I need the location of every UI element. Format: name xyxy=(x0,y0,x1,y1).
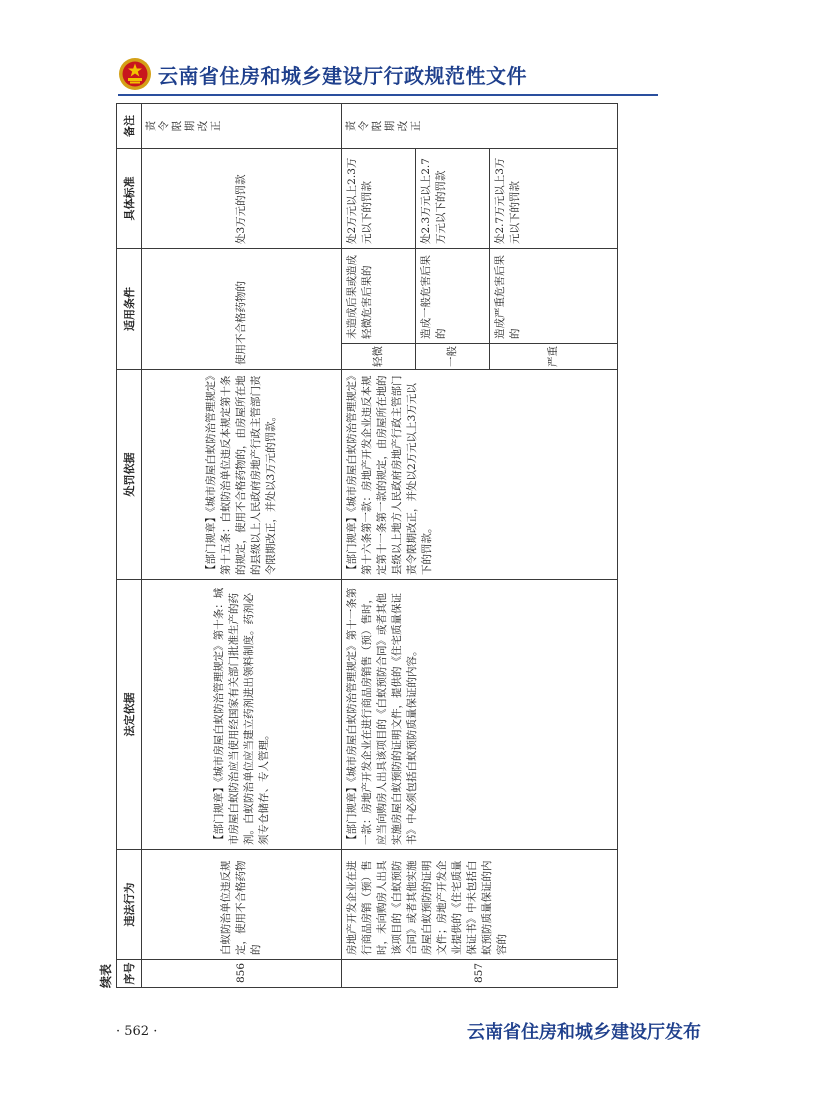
legal-basis-cell: 【部门规章】《城市房屋白蚁防治管理规定》第十条：城市房屋白蚁防治应当使用经国家有关部门批准生产的药剂。白蚁防治单位应当建立药剂进出领料制度。药剂必须专仓储存、专人管理。 xyxy=(142,580,342,850)
col-header-standard: 具体标准 xyxy=(117,149,142,249)
severity-level: 一般 xyxy=(416,344,490,370)
note-cell xyxy=(342,104,618,149)
legal-basis-cell: 【部门规章】《城市房屋白蚁防治管理规定》第十一条第一款：房地产开发企业在进行商品房销售（预）售时，应当向购房人出具该项目的《白蚁预防合同》或者其他实施房屋白蚁预防的证明文件，提供的《住宅质量保证书》中必须包括白蚁预防质量保证的内容。 xyxy=(342,580,618,850)
col-header-legal-basis: 法定依据 xyxy=(117,580,142,850)
publisher-footer: 云南省住房和城乡建设厅发布 xyxy=(467,1022,701,1043)
page-number: · 562 · xyxy=(116,1024,158,1039)
col-header-condition: 适用条件 xyxy=(117,249,142,370)
table-landscape xyxy=(96,104,618,988)
standard-cell: 处3万元的罚款 xyxy=(142,149,342,249)
row-number: 857 xyxy=(342,960,618,988)
table-caption: 续表 xyxy=(99,963,113,988)
penalty-basis-cell: 【部门规章】《城市房屋白蚁防治管理规定》第十六条第一款：房地产开发企业违反本规定第十一条第一款的规定，由房屋所在地的县级以上地方人民政府房地产行政主管部门责令限期改正，并处以2万元以上3万元以下的罚款。 xyxy=(342,370,618,580)
condition-cell: 未造成后果或造成轻微危害后果的 xyxy=(342,249,416,344)
penalty-basis-cell: 【部门规章】《城市房屋白蚁防治管理规定》第十五条：白蚁防治单位违反本规定第十条的规定，使用不合格药物的，由房屋所在地的县级以上人民政府房地产行政主管部门责令限期改正，并处以3万元的罚款。 xyxy=(142,370,342,580)
violation-cell: 房地产开发企业在进行商品房销（预）售时，未向购房人出具该项目的《白蚁预防合同》或者其他实施房屋白蚁预防的证明文件；房地产开发企业提供的《住宅质量保证书》中未包括白蚁预防质量保证的内容的 xyxy=(342,850,618,960)
standard-cell: 处2万元以上2.3万元以下的罚款 xyxy=(342,149,416,249)
table-row xyxy=(142,104,342,988)
table-row xyxy=(342,104,416,988)
col-header-violation: 违法行为 xyxy=(117,850,142,960)
row-number: 856 xyxy=(142,960,342,988)
header-divider xyxy=(118,94,658,96)
severity-level: 轻微 xyxy=(342,344,416,370)
col-header-penalty-basis: 处罚依据 xyxy=(117,370,142,580)
penalty-standards-table xyxy=(116,103,618,988)
note-text: 责令限期改正 xyxy=(145,120,222,132)
severity-level: 严重 xyxy=(490,344,618,370)
national-emblem-icon xyxy=(118,57,152,91)
col-header-no: 序号 xyxy=(117,960,142,988)
standard-cell: 处2.7万元以上3万元以下的罚款 xyxy=(490,149,618,249)
table-header-row xyxy=(117,104,142,988)
col-header-note: 备注 xyxy=(117,104,142,149)
condition-cell: 造成一般危害后果的 xyxy=(416,249,490,344)
standard-cell: 处2.3万元以上2.7万元以下的罚款 xyxy=(416,149,490,249)
violation-cell: 白蚁防治单位违反规定，使用不合格药物的 xyxy=(142,850,342,960)
note-cell xyxy=(142,104,342,149)
document-series-title: 云南省住房和城乡建设厅行政规范性文件 xyxy=(158,63,527,88)
page-header xyxy=(118,54,527,94)
condition-cell: 使用不合格药物的 xyxy=(142,249,342,370)
rotated-table-region xyxy=(96,104,618,988)
condition-cell: 造成严重危害后果的 xyxy=(490,249,618,344)
note-text: 责令限期改正 xyxy=(345,120,422,132)
